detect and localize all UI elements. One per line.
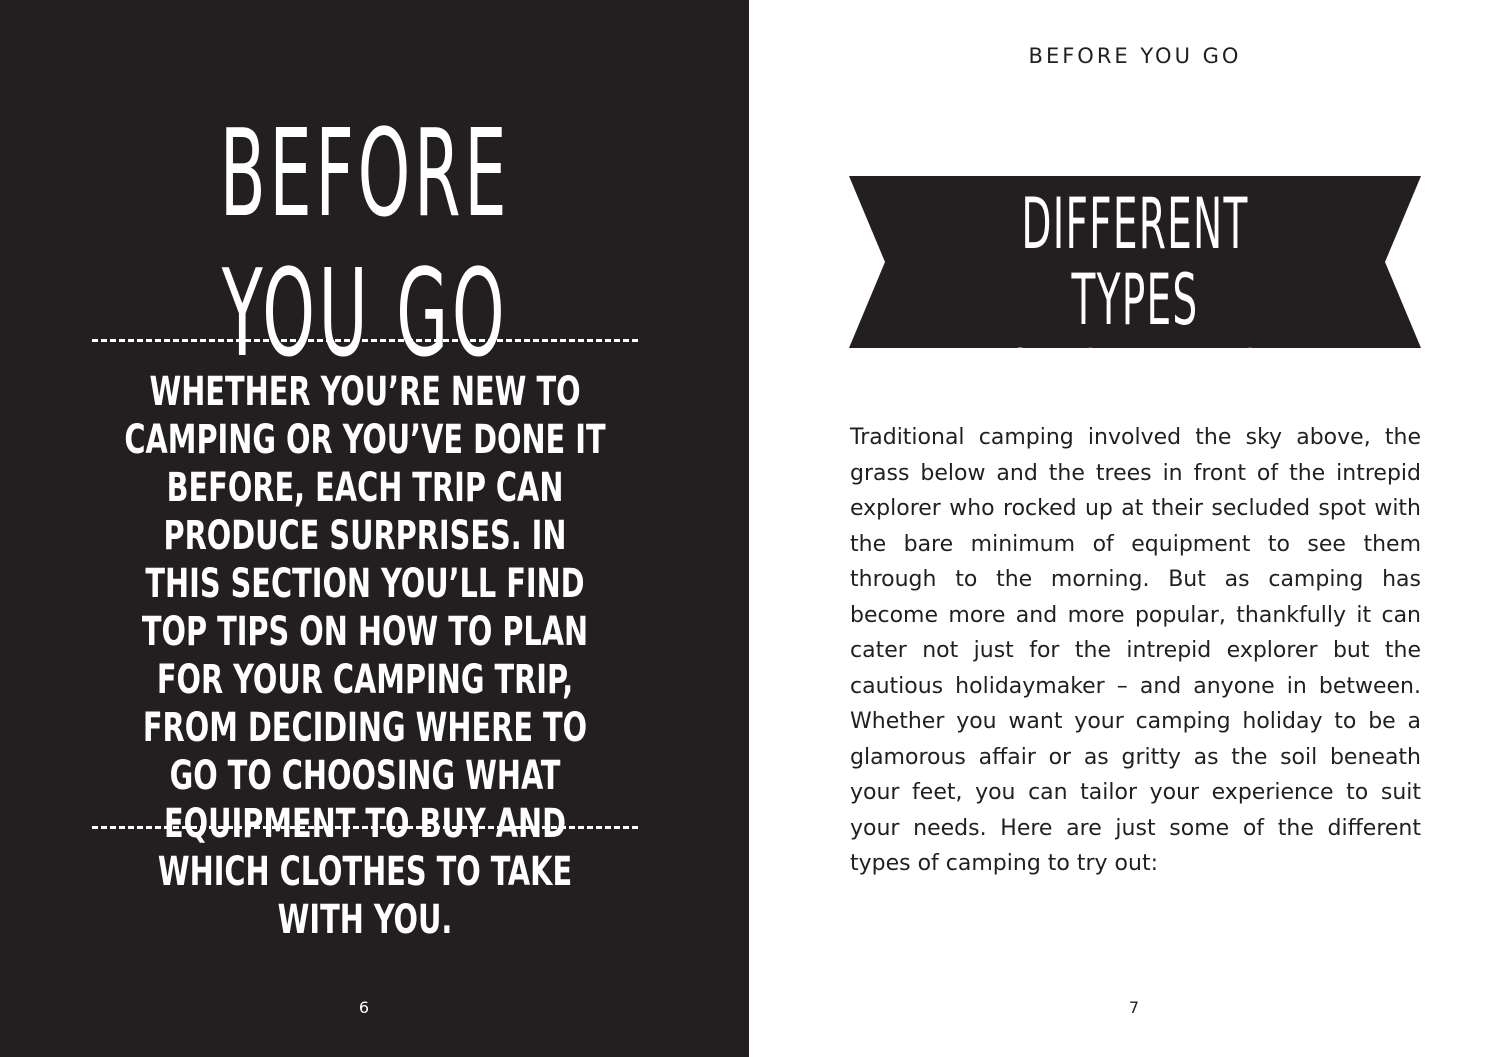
banner-title-line-2: OF CAMPING <box>1004 335 1266 417</box>
title-banner <box>849 176 1421 417</box>
body-paragraph: Traditional camping involved the sky above, the grass below and the trees in front of the intrepid explorer who rocked up at their secluded spot with the bare minimum of equipment to see them through to the morning. But as camping has become more and more popular, thankfully it can cater not just for the intrepid explorer but the cautious holidaymaker – and anyone in between. Whether you want your camping holiday to be a glamorous affair or as gritty as the soil beneath your feet, you can tailor your experience to suit your needs. Here are just some of the different types of camping to try out: <box>850 425 1421 876</box>
intro-text: WHETHER YOU’RE NEW TO CAMPING OR YOU’VE DONE IT BEFORE, EACH TRIP CAN PRODUCE SURPRISES. IN THIS SECTION YOU’LL FIND TOP TIPS ON HOW TO PLAN FOR YOUR CAMPING TRIP, FROM DECIDING WHERE TO GO TO CHOOSING WHAT EQUIPMENT TO BUY AND WHICH CLOTHES TO TAKE WITH YOU. <box>124 369 606 943</box>
page-number-right: 7 <box>1128 998 1140 1017</box>
left-page <box>0 0 749 1057</box>
right-page <box>749 0 1500 1057</box>
dashed-divider-top <box>92 339 638 342</box>
dashed-divider-bottom <box>92 826 638 829</box>
banner-title <box>958 183 1313 417</box>
running-header: BEFORE YOU GO <box>1028 44 1242 68</box>
page-number-left: 6 <box>358 998 370 1017</box>
chapter-title: BEFORE YOU GO <box>219 105 511 384</box>
banner-title-line-1: DIFFERENT TYPES <box>1021 183 1249 341</box>
